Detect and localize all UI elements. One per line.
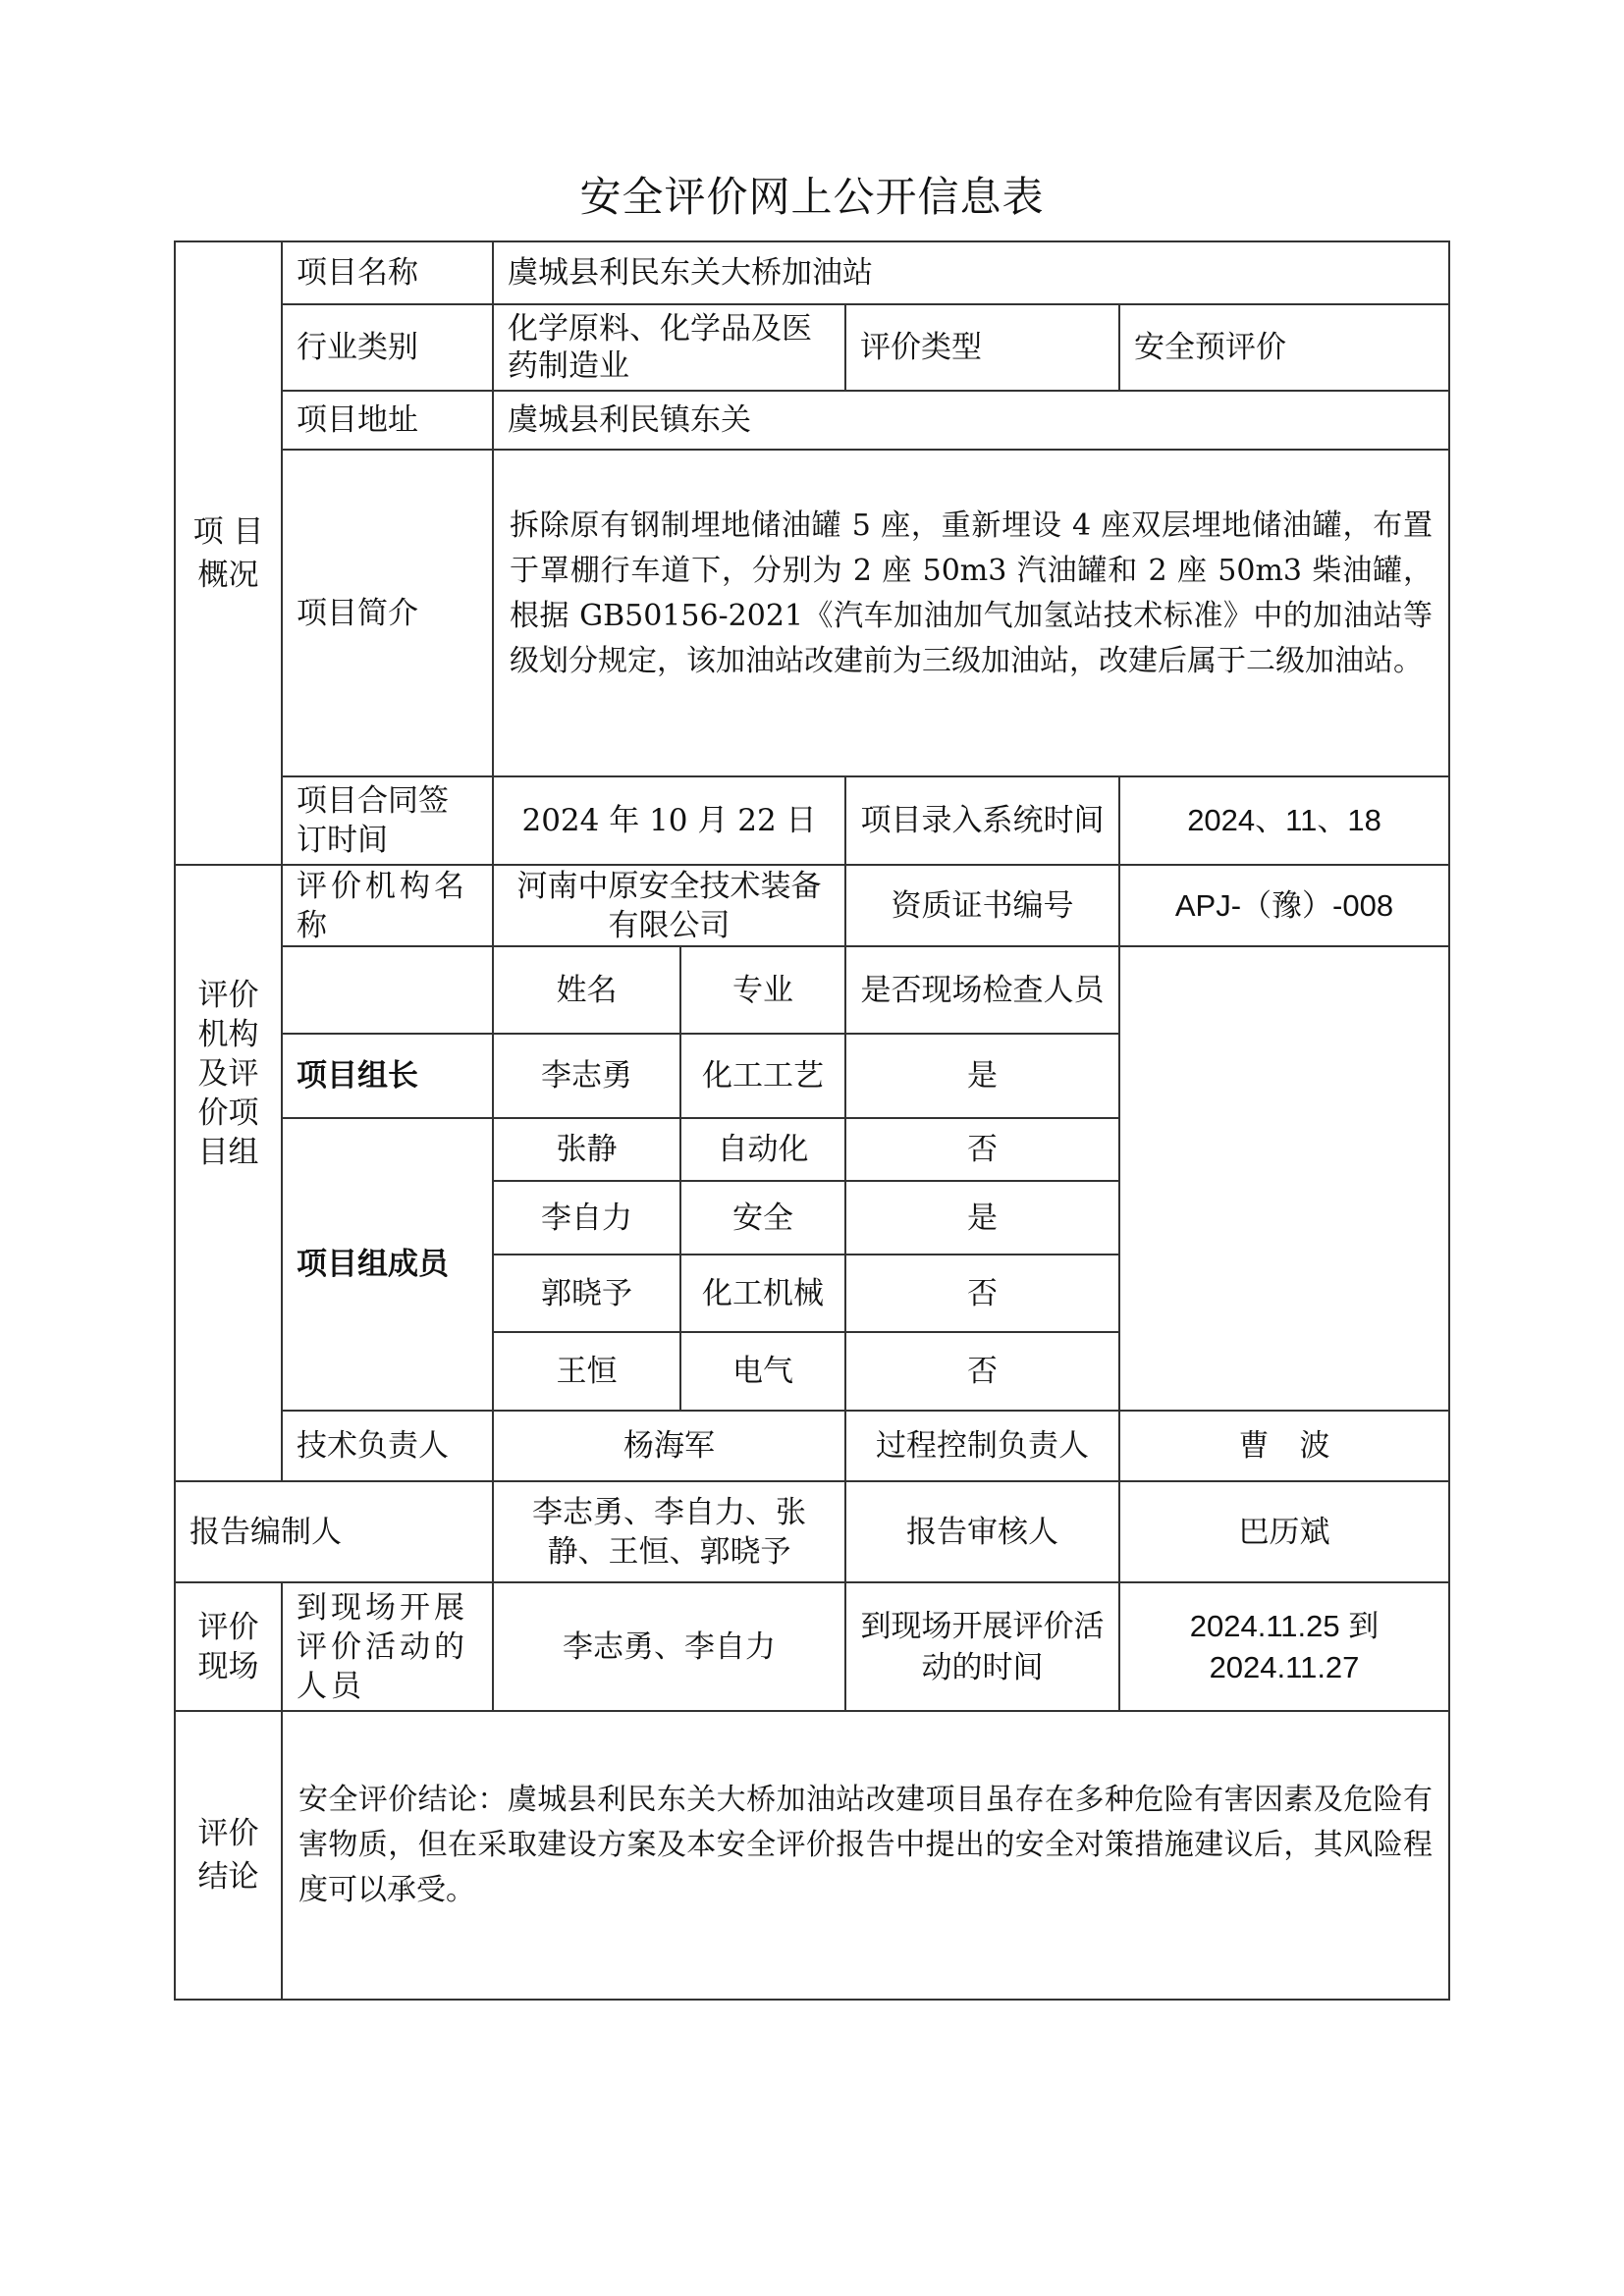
site-people-label: 到现场开展评价活动的人员 — [281, 1581, 494, 1712]
leader-name: 李志勇 — [492, 1033, 681, 1119]
member-major: 安全 — [679, 1180, 846, 1255]
section-agency: 评价 机构 及评 价项 目组 — [174, 864, 283, 1482]
member-onsite: 是 — [844, 1180, 1120, 1255]
site-people: 李志勇、李自力 — [492, 1581, 846, 1712]
entry-date: 2024、11、18 — [1118, 775, 1450, 866]
intro-value: 拆除原有钢制埋地储油罐 5 座，重新埋设 4 座双层埋地储油罐，布置于罩棚行车道下，分别为 2 座 50m3 汽油罐和 2 座 50m3 柴油罐，根据 GB50156-2021《汽车加油加气加氢站技术标准》中的加油站等级划分规定，该加油站改建前为三级加油站，改建后属于二级加油站。 — [492, 449, 1450, 777]
members-label: 项目组成员 — [281, 1117, 494, 1412]
leader-onsite: 是 — [844, 1033, 1120, 1119]
leader-major: 化工工艺 — [679, 1033, 846, 1119]
member-onsite: 否 — [844, 1254, 1120, 1333]
member-name: 李自力 — [492, 1180, 681, 1255]
contract-label: 项目合同签订时间 — [281, 775, 494, 866]
cert-label: 资质证书编号 — [844, 864, 1120, 947]
industry-label: 行业类别 — [281, 303, 494, 392]
reviewer-label: 报告审核人 — [844, 1480, 1120, 1583]
member-major: 自动化 — [679, 1117, 846, 1182]
conclusion-text: 安全评价结论：虞城县利民东关大桥加油站改建项目虽存在多种危险有害因素及危险有害物质，但在采取建设方案及本安全评价报告中提出的安全对策措施建议后，其风险程度可以承受。 — [281, 1710, 1450, 2001]
author-label: 报告编制人 — [174, 1480, 494, 1583]
intro-label: 项目简介 — [281, 449, 494, 777]
address-value: 虞城县利民镇东关 — [492, 390, 1450, 451]
contract-date: 2024 年 10 月 22 日 — [492, 775, 846, 866]
header-blank — [281, 945, 494, 1035]
authors: 李志勇、李自力、张静、王恒、郭晓予 — [492, 1480, 846, 1583]
eval-type-value: 安全预评价 — [1118, 303, 1450, 392]
tech-person: 杨海军 — [492, 1410, 846, 1482]
project-name-value: 虞城县利民东关大桥加油站 — [492, 240, 1450, 305]
reviewer: 巴历斌 — [1118, 1480, 1450, 1583]
header-onsite: 是否现场检查人员 — [844, 945, 1120, 1035]
section-site: 评价 现场 — [174, 1581, 283, 1712]
section-overview: 项 目 概况 — [174, 240, 283, 866]
header-major: 专业 — [679, 945, 846, 1035]
header-name: 姓名 — [492, 945, 681, 1035]
eval-type-label: 评价类型 — [844, 303, 1120, 392]
org-name: 河南中原安全技术装备有限公司 — [492, 864, 846, 947]
page-title: 安全评价网上公开信息表 — [579, 173, 1045, 221]
site-time-label: 到现场开展评价活动的时间 — [844, 1581, 1120, 1712]
member-name: 张静 — [492, 1117, 681, 1182]
member-major: 化工机械 — [679, 1254, 846, 1333]
cert-no: APJ-（豫）-008 — [1118, 864, 1450, 947]
member-name: 郭晓予 — [492, 1254, 681, 1333]
member-onsite: 否 — [844, 1117, 1120, 1182]
process-person: 曹 波 — [1118, 1410, 1450, 1482]
entry-label: 项目录入系统时间 — [844, 775, 1120, 866]
tech-label: 技术负责人 — [281, 1410, 494, 1482]
process-label: 过程控制负责人 — [844, 1410, 1120, 1482]
member-onsite: 否 — [844, 1331, 1120, 1412]
industry-value: 化学原料、化学品及医药制造业 — [492, 303, 846, 392]
project-name-label: 项目名称 — [281, 240, 494, 305]
member-major: 电气 — [679, 1331, 846, 1412]
address-label: 项目地址 — [281, 390, 494, 451]
leader-label: 项目组长 — [281, 1033, 494, 1119]
member-name: 王恒 — [492, 1331, 681, 1412]
blank-cell — [1118, 945, 1450, 1412]
site-time: 2024.11.25 到 2024.11.27 — [1118, 1581, 1450, 1712]
section-conclusion: 评价 结论 — [174, 1710, 283, 2001]
org-label: 评价机构名称 — [281, 864, 494, 947]
